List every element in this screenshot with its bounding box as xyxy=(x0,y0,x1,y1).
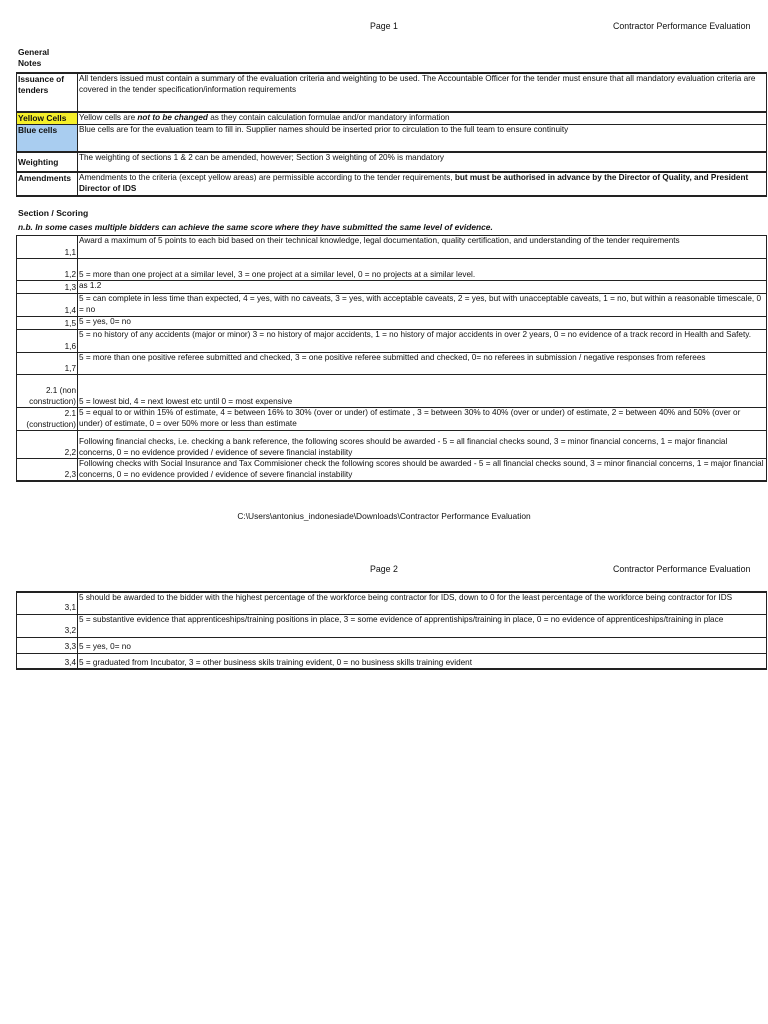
table-row xyxy=(17,431,767,459)
footer-path: C:\Users\antonius_indonesiade\Downloads\Contractor Performance Evaluation xyxy=(237,511,531,521)
blue-cells-label: Blue cells xyxy=(17,124,78,152)
criterion-id: 3,4 xyxy=(17,653,78,669)
table-row xyxy=(17,317,767,330)
table-row xyxy=(17,459,767,482)
table-row xyxy=(17,236,767,259)
nb-note: n.b. In some cases multiple bidders can achieve the same score where they have submitted the same level of evidence. xyxy=(18,222,493,232)
note-text: Yellow cells are not to be changed as they contain calculation formulae and/or mandatory information xyxy=(78,112,767,124)
note-text: Blue cells are for the evaluation team to fill in. Supplier names should be inserted prior to circulation to the full team to ensure continuity xyxy=(78,124,767,152)
table-row xyxy=(17,330,767,353)
criterion-id: 1,2 xyxy=(17,259,78,281)
section-scoring-heading: Section / Scoring xyxy=(18,208,89,218)
criterion-text: 5 = no history of any accidents (major or minor) 3 = no history of major accidents, 1 = no history of major accidents in over 2 years, 0 = no evidence of a track record in Health and Safety. xyxy=(78,330,767,353)
table-row xyxy=(17,294,767,317)
note-row-blue xyxy=(17,124,767,152)
criterion-id: 1,5 xyxy=(17,317,78,330)
criterion-id: 1,7 xyxy=(17,353,78,375)
note-row-yellow xyxy=(17,112,767,124)
scoring-table-page2 xyxy=(16,591,767,670)
note-text: All tenders issued must contain a summary of the evaluation criteria and weighting to be used. The Accountable Officer for the tender must ensure that all mandatory evaluation criteria are covered in the tender specification/information requirements xyxy=(78,73,767,112)
note-text: The weighting of sections 1 & 2 can be amended, however; Section 3 weighting of 20% is mandatory xyxy=(78,152,767,172)
note-label: Issuance of tenders xyxy=(17,73,78,112)
general-notes-heading: General Notes xyxy=(18,47,50,68)
note-label: Amendments xyxy=(17,172,78,196)
criterion-text: Following financial checks, i.e. checking a bank reference, the following scores should be awarded - 5 = all financial checks sound, 3 = minor financial concerns, 1 = major financial concerns, 0 = no evidence provided / evidence of severe financial instability xyxy=(78,431,767,459)
table-row xyxy=(17,281,767,294)
note-row-weighting xyxy=(17,152,767,172)
criterion-text: as 1.2 xyxy=(78,281,767,294)
criterion-text: Award a maximum of 5 points to each bid based on their technical knowledge, legal documentation, quality certification, and understanding of the tender requirements xyxy=(78,236,767,259)
criterion-id: 1,6 xyxy=(17,330,78,353)
note-label: Weighting xyxy=(17,152,78,172)
criterion-text: 5 = lowest bid, 4 = next lowest etc until 0 = most expensive xyxy=(78,375,767,408)
criterion-id: 2,3 xyxy=(17,459,78,482)
document-title: Contractor Performance Evaluation xyxy=(613,564,751,574)
table-row xyxy=(17,353,767,375)
scoring-table xyxy=(16,235,767,482)
table-row xyxy=(17,259,767,281)
note-text: Amendments to the criteria (except yellow areas) are permissible according to the tender requirements, but must be authorised in advance by the Director of Quality, and President Director of IDS xyxy=(78,172,767,196)
table-row xyxy=(17,614,767,637)
note-row-issuance xyxy=(17,73,767,112)
table-row xyxy=(17,653,767,669)
criterion-id: 3,1 xyxy=(17,592,78,614)
criterion-id: 2,2 xyxy=(17,431,78,459)
document-title: Contractor Performance Evaluation xyxy=(613,21,751,31)
criterion-text: 5 = can complete in less time than expected, 4 = yes, with no caveats, 3 = yes, with acceptable caveats, 2 = yes, but with unacceptable caveats, 1 = no, but within a reasonable timescale, 0 = no xyxy=(78,294,767,317)
criterion-text: 5 = graduated from Incubator, 3 = other business skils training evident, 0 = no business skills training evident xyxy=(78,653,767,669)
criterion-text: Following checks with Social Insurance and Tax Commisioner check the following scores should be awarded - 5 = all financial checks sound, 3 = minor financial concerns, 1 = major financial concerns, 0 = no evidence provided / evidence of severe financial instability xyxy=(78,459,767,482)
criterion-text: 5 = yes, 0= no xyxy=(78,637,767,653)
criterion-text: 5 = more than one positive referee submitted and checked, 3 = one positive referee submitted and checked, 0= no referees in submission / negative responses from referees xyxy=(78,353,767,375)
criterion-text: 5 = more than one project at a similar level, 3 = one project at a similar level, 0 = no projects at a similar level. xyxy=(78,259,767,281)
table-row xyxy=(17,408,767,431)
criterion-text: 5 = substantive evidence that apprenticeships/training positions in place, 3 = some evidence of apprentiships/training in place, 0 = no evidence of apprenticeships/training in place xyxy=(78,614,767,637)
general-notes-table xyxy=(16,72,767,197)
table-row xyxy=(17,375,767,408)
criterion-id: 1,4 xyxy=(17,294,78,317)
criterion-text: 5 should be awarded to the bidder with the highest percentage of the workforce being contractor for IDS, down to 0 for the least percentage of the workforce being contractor for IDS xyxy=(78,592,767,614)
yellow-cells-label: Yellow Cells xyxy=(17,112,78,124)
table-row xyxy=(17,592,767,614)
table-row xyxy=(17,637,767,653)
criterion-id: 3,3 xyxy=(17,637,78,653)
criterion-text: 5 = equal to or within 15% of estimate, 4 = between 16% to 30% (over or under) of estimate , 3 = between 30% to 40% (over or under) of estimate, 2 = between 40% and 50% (over or under) of estimate, 0 = over 50% more or less than estimate xyxy=(78,408,767,431)
criterion-text: 5 = yes, 0= no xyxy=(78,317,767,330)
criterion-id: 3,2 xyxy=(17,614,78,637)
criterion-id: 2.1 (non construction) xyxy=(17,375,78,408)
criterion-id: 1,3 xyxy=(17,281,78,294)
page-label: Page 2 xyxy=(370,564,398,574)
criterion-id: 2.1 (construction) xyxy=(17,408,78,431)
criterion-id: 1,1 xyxy=(17,236,78,259)
note-row-amendments xyxy=(17,172,767,196)
page-label: Page 1 xyxy=(370,21,398,31)
